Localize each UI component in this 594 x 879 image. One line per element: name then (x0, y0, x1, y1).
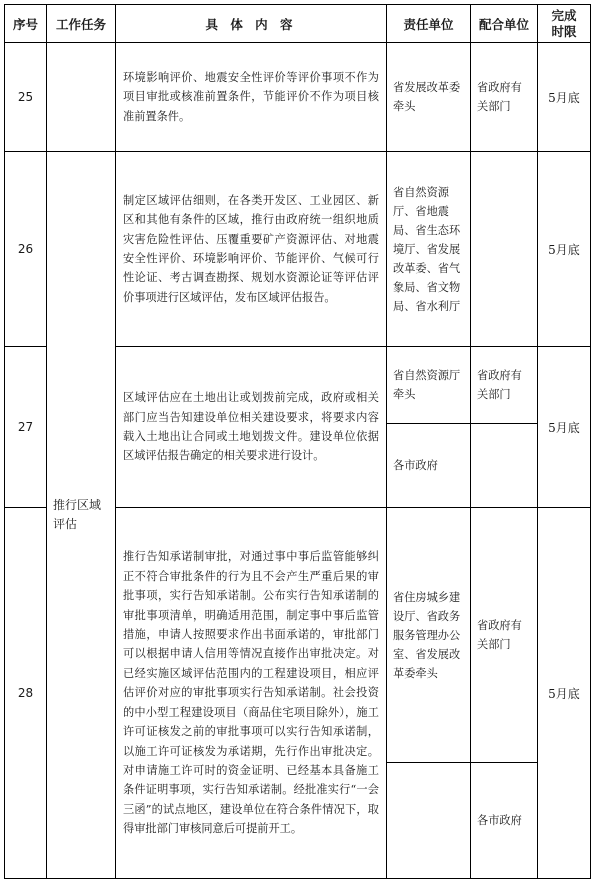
row-cooperating: 省政府有关部门 (471, 508, 538, 763)
header-deadline (538, 5, 591, 43)
row-content: 区域评估应在土地出让或划拨前完成，政府或相关部门应当告知建设单位相关建设要求，将要求内容载入土地出让合同或土地划拨文件。建设单位依据区域评估报告确定的相关要求进行设计。 (116, 347, 387, 508)
row-content: 制定区域评估细则，在各类开发区、工业园区、新区和其他有条件的区域，推行由政府统一组织地质灾害危险性评估、压覆重要矿产资源评估、对地震安全性评价、环境影响评价、节能评价、气候可行性论证、考古调查勘探、规划水资源论证等评估评价事项进行区域评估，发布区域评估报告。 (116, 152, 387, 347)
table-row-26 (5, 152, 591, 347)
row-seq: 25 (5, 43, 47, 152)
row-content: 推行告知承诺制审批，对通过事中事后监管能够纠正不符合审批条件的行为且不会产生严重后果的审批事项，实行告知承诺制。公布实行告知承诺制的审批事项清单，明确适用范围，制定事中事后监管措施，申请人按照要求作出书面承诺的，审批部门可以根据申请人信用等情况直接作出审批决定。对已经实施区域评估范围内的工程建设项目，相应评估评价对应的审批事项实行告知承诺制。社会投资的中小型工程建设项目（商品住宅项目除外），施工许可证核发之前的审批事项可以实行告知承诺制，以施工许可证核发为承诺期，先行作出审批决定。对申请施工许可时的资金证明、已经基本具备施工条件证明事项，实行告知承诺制。经批准实行“一会三函”的试点地区，建设单位在符合条件情况下，取得审批部门审核同意后可提前开工。 (116, 508, 387, 879)
header-seq: 序号 (5, 5, 47, 43)
row-deadline: 5月底 (538, 508, 591, 879)
header-deadline-line1: 完成 (551, 7, 577, 23)
row-deadline: 5月底 (538, 347, 591, 508)
row-content: 环境影响评价、地震安全性评价等评价事项不作为项目审批或核准前置条件，节能评价不作为项目核准前置条件。 (116, 43, 387, 152)
row-responsible: 省发展改革委牵头 (387, 43, 471, 152)
row-seq: 28 (5, 508, 47, 879)
header-task: 工作任务 (47, 5, 116, 43)
row-seq: 26 (5, 152, 47, 347)
row-responsible-secondary: 各市政府 (471, 763, 538, 879)
header-content: 具 体 内 容 (116, 5, 387, 43)
row-responsible: 省住房城乡建设厅、省政务服务管理办公室、省发展改革委牵头 (387, 508, 471, 763)
header-responsible: 责任单位 (387, 5, 471, 43)
row-responsible: 省自然资源厅牵头 (387, 347, 471, 424)
row-deadline: 5月底 (538, 43, 591, 152)
row-deadline: 5月底 (538, 152, 591, 347)
header-cooperating: 配合单位 (471, 5, 538, 43)
work-task-table (4, 4, 591, 879)
row-responsible-secondary: 各市政府 (387, 424, 471, 508)
header-deadline-line2: 时限 (551, 23, 577, 39)
row-cooperating: 省政府有关部门 (471, 347, 538, 424)
header-row (5, 5, 591, 43)
row-task-empty (47, 43, 116, 152)
row-cooperating: 省政府有关部门 (471, 43, 538, 152)
row-cooperating-empty (471, 424, 538, 508)
row-seq: 27 (5, 347, 47, 508)
task-group-cell: 推行区域评估 (47, 152, 116, 879)
row-responsible: 省自然资源厅、省地震局、省生态环境厅、省发展改革委、省气象局、省文物局、省水利厅 (387, 152, 471, 347)
row-cooperating (471, 152, 538, 347)
task-empty (387, 763, 471, 879)
table-row-25 (5, 43, 591, 152)
